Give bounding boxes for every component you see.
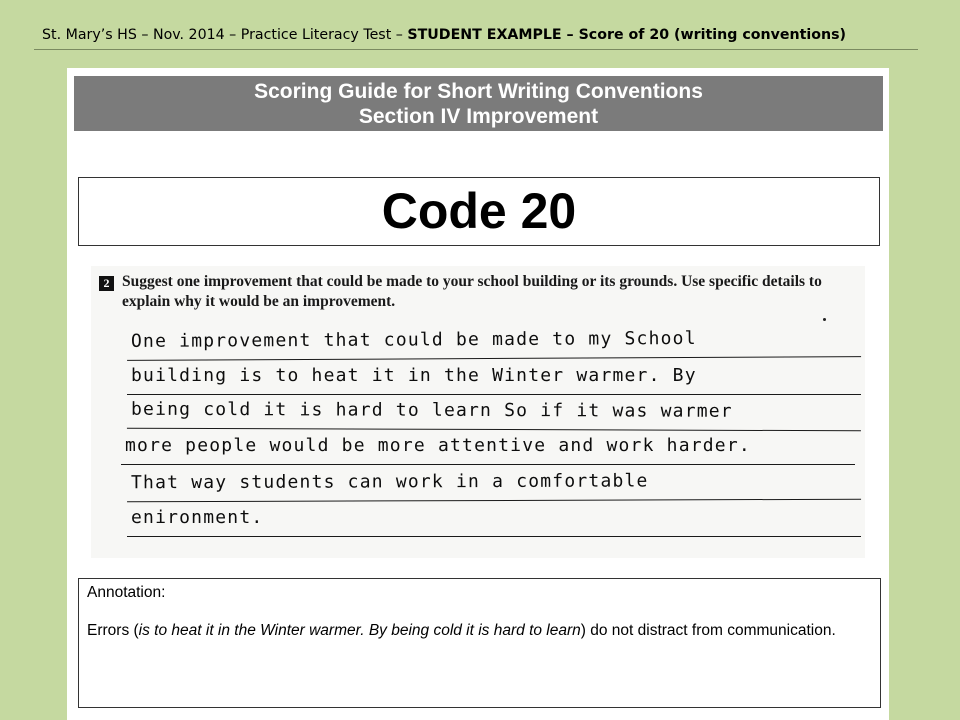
student-response-scan: [91, 266, 865, 558]
answer-line-5: That way students can work in a comfortable: [127, 467, 861, 503]
answer-line-6: enironment.: [127, 504, 861, 537]
slide-header: [34, 16, 918, 50]
question-prompt: Suggest one improvement that could be made to your school building or its grounds. Use specific details to explain why it would be an improvement.: [122, 273, 822, 310]
score-code-box: Code 20: [78, 177, 880, 246]
answer-line-3: being cold it is hard to learn So if it was warmer: [127, 396, 861, 432]
stray-mark: [823, 318, 826, 321]
annotation-quoted-errors: is to heat it in the Winter warmer. By being cold it is hard to learn: [138, 622, 581, 639]
annotation-title: Annotation:: [87, 584, 166, 601]
answer-line-4: more people would be more attentive and work harder.: [121, 432, 855, 465]
answer-line-2: building is to heat it in the Winter warmer. By: [127, 362, 861, 395]
annotation-body: [87, 621, 867, 641]
scoring-guide-banner: [74, 76, 883, 131]
header-prefix: St. Mary’s HS – Nov. 2014 – Practice Literacy Test –: [42, 27, 408, 43]
annotation-text-start: Errors (: [87, 622, 139, 639]
scoring-guide-subtitle: Section IV Improvement: [358, 105, 599, 128]
header-bold-text: STUDENT EXAMPLE – Score of 20 (writing conventions): [407, 27, 846, 43]
answer-line-1: One improvement that could be made to my School: [127, 324, 861, 361]
question-number-badge: 2: [99, 276, 114, 291]
document-page: [67, 68, 889, 720]
scoring-guide-title: Scoring Guide for Short Writing Conventions: [254, 80, 703, 103]
annotation-text-end: ) do not distract from communication.: [580, 622, 836, 639]
annotation-box: [78, 578, 881, 708]
